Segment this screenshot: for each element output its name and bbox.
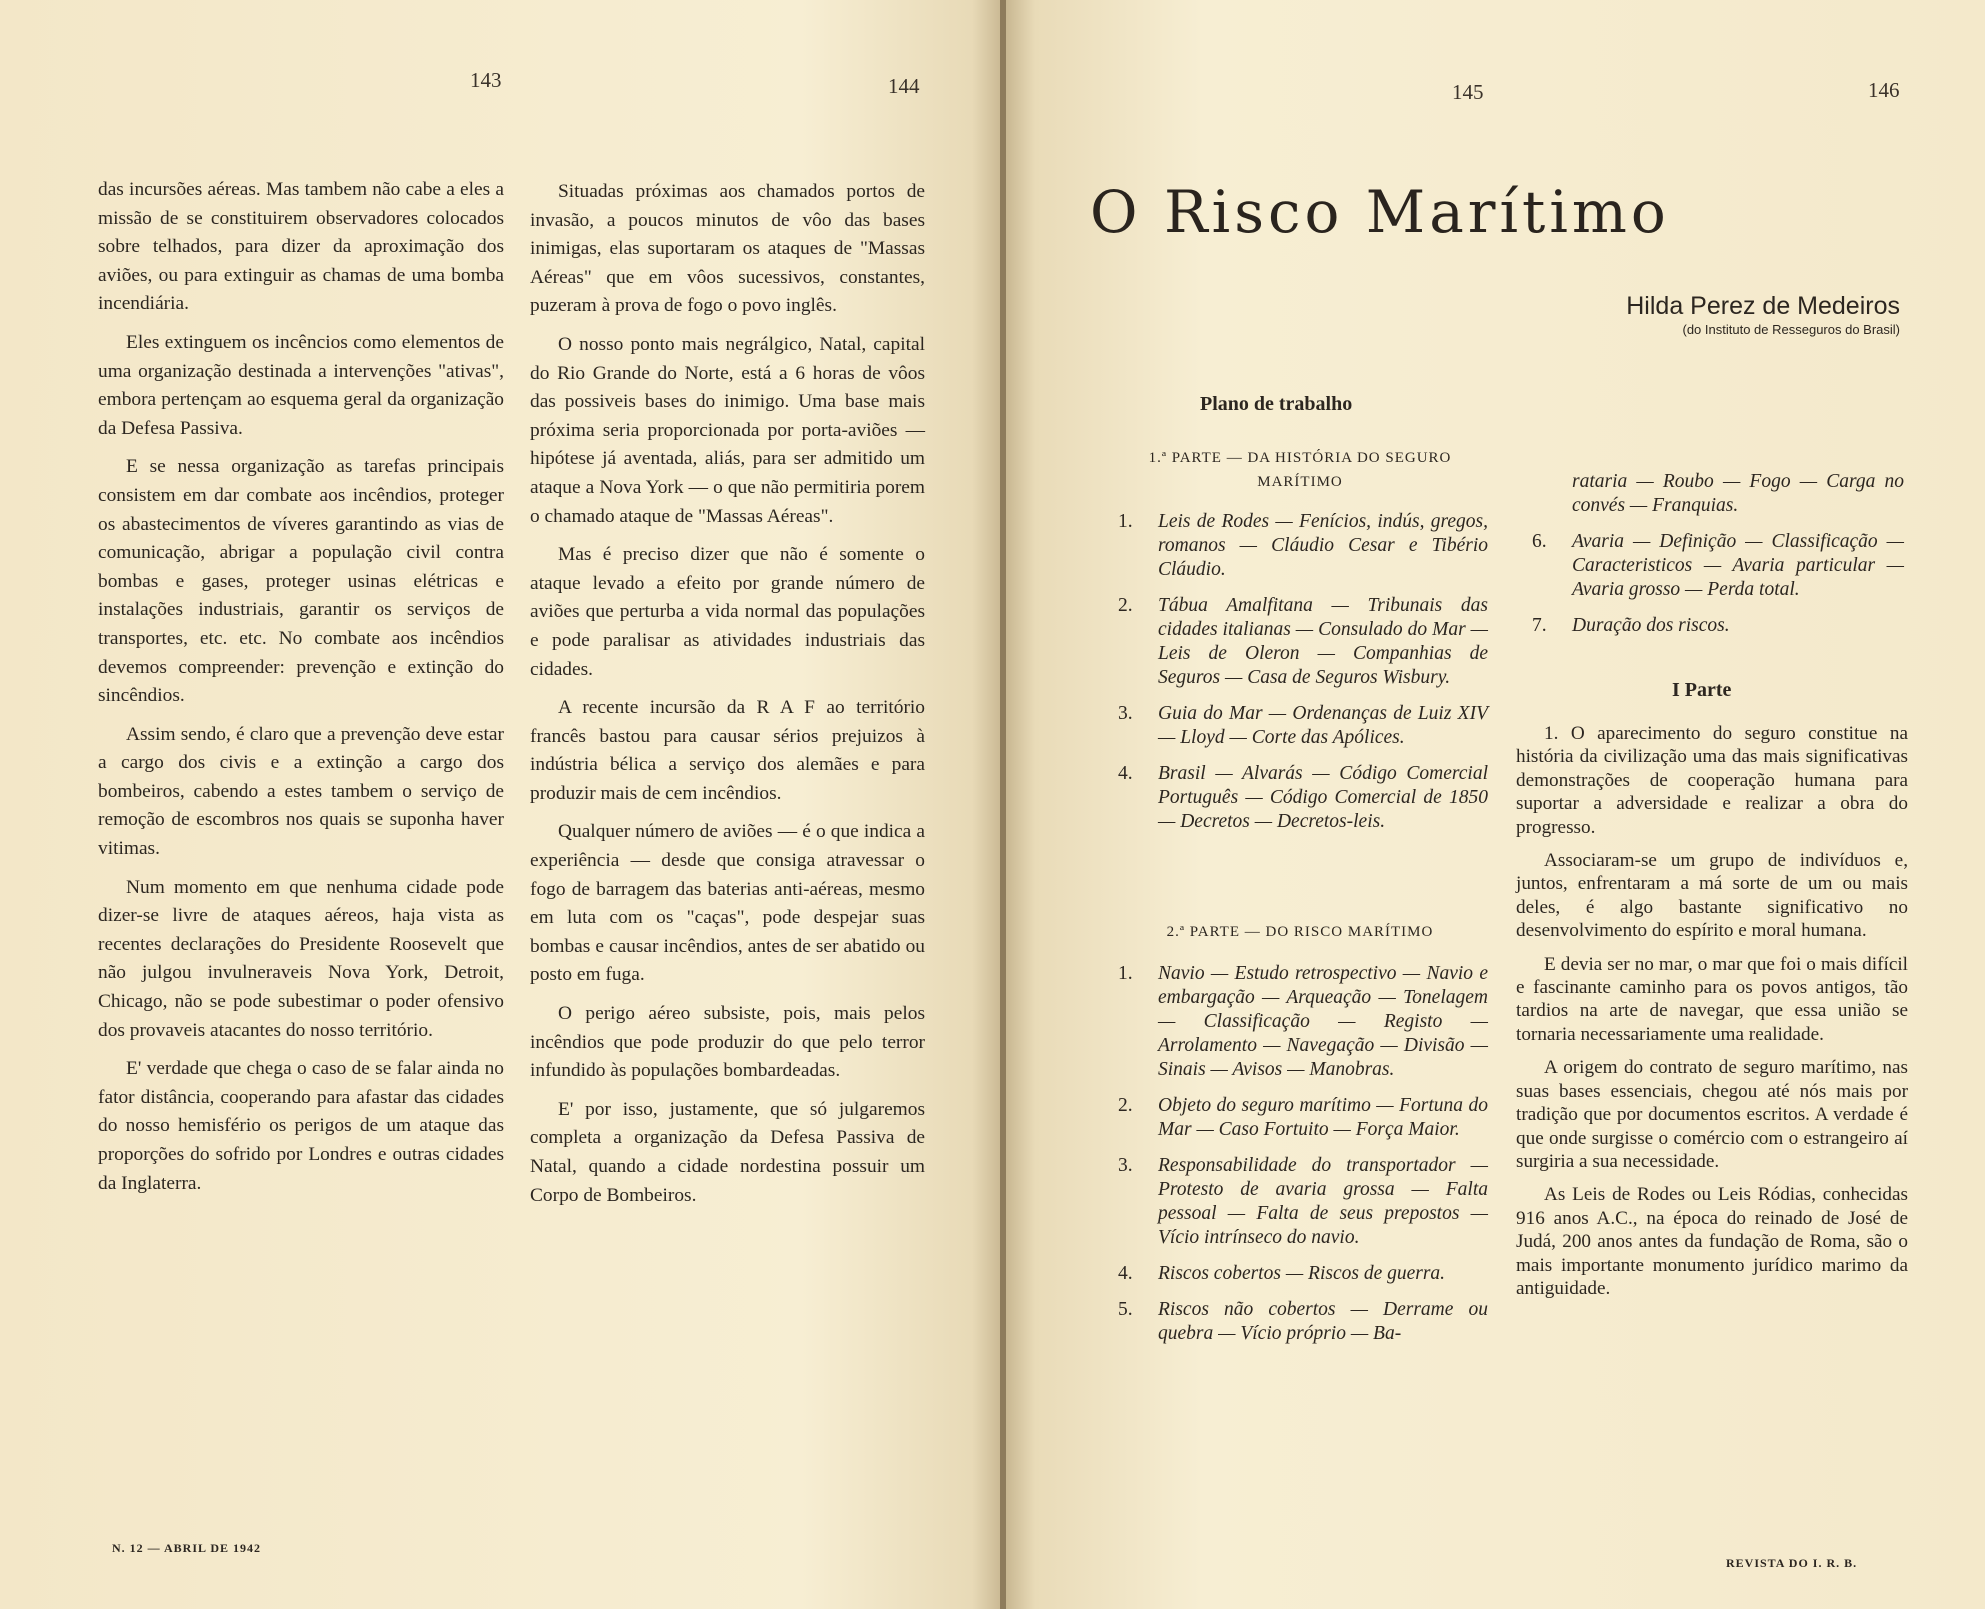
list-item	[1118, 762, 1488, 834]
paragraph: Assim sendo, é claro que a prevenção deve estar a cargo dos civis e a extinção a cargo dos bombeiros, cabendo a estes tambem o serviço de remoção de escombros nos quais se suponha haver vitimas.	[98, 723, 504, 860]
item-number: 4.	[1118, 1263, 1133, 1284]
item-text: Objeto do seguro marítimo — Fortuna do Mar — Caso Fortuito — Força Maior.	[1158, 1095, 1488, 1140]
list-item	[1118, 1154, 1488, 1250]
page-144-text	[530, 178, 925, 1220]
page-143-text	[98, 176, 504, 1208]
paragraph: Situadas próximas aos chamados portos de invasão, a poucos minutos de vôo das bases inimigas, elas suportaram os ataques de "Massas Aéreas" que em vôos sucessivos, constantes, puzeram à prova de fogo o povo inglês.	[530, 181, 925, 317]
paragraph: Num momento em que nenhuma cidade pode dizer-se livre de ataques aéreos, haja vista as recentes declarações do Presidente Roosevelt que não julgou invulneraveis Nova York, Detroit, Chicago, não se pode subestimar o poder ofensivo dos provaveis atacantes do nosso território.	[98, 876, 504, 1041]
item-number: 3.	[1118, 1155, 1133, 1176]
item-text: Leis de Rodes — Fenícios, indús, gregos, romanos — Cláudio Cesar e Tibério Cláudio.	[1158, 511, 1488, 580]
item-number: 5.	[1118, 1299, 1133, 1320]
item-number: 1.	[1118, 963, 1133, 984]
paragraph: Qualquer número de aviões — é o que indica a experiência — desde que consiga atravessar o fogo de barragem das baterias anti-aéreas, mesmo em luta com os "caças", pode despejar suas bombas e causar incêndios, antes de ser abatido ou posto em fuga.	[530, 821, 925, 986]
item-text: Brasil — Alvarás — Código Comercial Português — Código Comercial de 1850 — Decretos — Decretos-leis.	[1158, 763, 1488, 832]
item-text: Navio — Estudo retrospectivo — Navio e embargação — Arqueação — Tonelagem — Classificação — Registo — Arrolamento — Navegação — Divisão — Sinais — Avisos — Manobras.	[1158, 963, 1488, 1080]
paragraph: O nosso ponto mais negrálgico, Natal, capital do Rio Grande do Norte, está a 6 horas de vôos das possiveis bases do inimigo. Uma base mais próxima seria proporcionada por porta-aviões — hipótese já aventada, aliás, para ser admitido um ataque a Nova York — o que não permitiria porem o chamado ataque de "Massas Aéreas".	[530, 333, 925, 527]
paragraph: Mas é preciso dizer que não é somente o ataque levado a efeito por grande número de aviões que perturba a vida normal das populações e pode paralisar as atividades industriais das cidades.	[530, 544, 925, 680]
item-number: 6.	[1532, 531, 1547, 552]
paragraph: E devia ser no mar, o mar que foi o mais difícil e fascinante caminho para os povos antigos, tão tardios na arte de navegar, que essa união se tornaria necessariamente uma realidade.	[1516, 953, 1908, 1045]
list-item-continuation	[1532, 470, 1904, 518]
article-author: Hilda Perez de Medeiros	[1626, 292, 1900, 320]
part-2-heading: 2.ª PARTE — DO RISCO MARÍTIMO	[1166, 924, 1434, 940]
paragraph: E' por isso, justamente, que só julgaremos completa a organização da Defesa Passiva de Natal, quando a cidade nordestina possuir um Corpo de Bombeiros.	[530, 1098, 925, 1206]
item-text: Guia do Mar — Ordenanças de Luiz XIV — Lloyd — Corte das Apólices.	[1158, 703, 1488, 748]
page-number-145: 145	[1452, 80, 1484, 104]
item-text: Responsabilidade do transportador — Protesto de avaria grossa — Falta pessoal — Falta de seus prepostos — Vício intrínseco do navio.	[1158, 1155, 1488, 1248]
list-item	[1118, 594, 1488, 690]
part-1-list	[1118, 510, 1488, 846]
paragraph: A origem do contrato de seguro marítimo, nas suas bases essenciais, chegou até nós mais por tradição que por documentos escritos. A verdade é que onde surgisse o comércio com o estrangeiro aí surgiria a sua necessidade.	[1516, 1057, 1908, 1172]
item-number: 2.	[1118, 1095, 1133, 1116]
paragraph: das incursões aéreas. Mas tambem não cabe a eles a missão de se constituirem observadores colocados sobre telhados, para dizer da aproximação dos aviões, ou para extinguir as chamas de uma bomba incendiária.	[98, 179, 504, 315]
plan-title: Plano de trabalho	[1200, 393, 1353, 415]
list-item	[1118, 1262, 1488, 1286]
paragraph: 1. O aparecimento do seguro constitue na história da civilização uma das mais significativas demonstrações de cooperação humana para suportar a adversidade e realizar a obra do progresso.	[1516, 723, 1908, 838]
paragraph: As Leis de Rodes ou Leis Ródias, conhecidas 916 anos A.C., na época do reinado de José de Judá, 200 anos antes da fundação de Roma, são o mais importante monumento jurídico marimo da antiguidade.	[1516, 1184, 1908, 1299]
item-text: Riscos cobertos — Riscos de guerra.	[1158, 1263, 1446, 1284]
part-2-list-continued	[1532, 470, 1904, 650]
item-number: 7.	[1532, 615, 1547, 636]
paragraph: E se nessa organização as tarefas principais consistem em dar combate aos incêndios, proteger os abastecimentos de víveres garantindo as vias de comunicação, abrigar a população civil contra bombas e gases, proteger usinas elétricas e instalações industriais, garantir os serviços de transportes, etc. etc. No combate aos incêndios devemos compreender: prevenção e extinção do sincêndios.	[98, 456, 504, 707]
page-number-144: 144	[888, 74, 920, 98]
part-1-heading: 1.ª PARTE — DA HISTÓRIA DO SEGURO MARÍTIMO	[1148, 450, 1452, 490]
section-title: I Parte	[1672, 679, 1732, 701]
list-item	[1532, 530, 1904, 602]
footer-journal: REVISTA DO I. R. B.	[1726, 1556, 1858, 1570]
section-body	[1516, 722, 1908, 1310]
list-item	[1118, 962, 1488, 1082]
list-item	[1118, 1094, 1488, 1142]
item-text: Tábua Amalfitana — Tribunais das cidades italianas — Consulado do Mar — Leis de Oleron — Companhias de Seguros — Casa de Seguros Wisbury.	[1158, 595, 1488, 688]
author-affiliation: (do Instituto de Resseguros do Brasil)	[1682, 322, 1900, 337]
item-number: 2.	[1118, 595, 1133, 616]
item-text: Riscos não cobertos — Derrame ou quebra — Vício próprio — Ba-	[1158, 1299, 1488, 1344]
list-item	[1118, 1298, 1488, 1346]
item-text: rataria — Roubo — Fogo — Carga no convés — Franquias.	[1572, 471, 1904, 516]
list-item	[1118, 702, 1488, 750]
paragraph: A recente incursão da R A F ao território francês bastou para causar sérios prejuizos à indústria bélica a serviço dos alemães e para produzir mais de cem incêndios.	[530, 697, 925, 804]
item-number: 1.	[1118, 511, 1133, 532]
paragraph: Eles extinguem os incêncios como elementos de uma organização destinada a intervenções "ativas", embora pertençam ao esquema geral da organização da Defesa Passiva.	[98, 331, 504, 439]
list-item	[1118, 510, 1488, 582]
page-number-143: 143	[470, 68, 502, 92]
part-2-list	[1118, 962, 1488, 1358]
item-number: 4.	[1118, 763, 1133, 784]
paragraph: O perigo aéreo subsiste, pois, mais pelos incêndios que pode produzir do que pelo terror infundido às populações bombardeadas.	[530, 1003, 925, 1082]
item-text: Duração dos riscos.	[1572, 615, 1730, 636]
paragraph: Associaram-se um grupo de indivíduos e, juntos, enfrentaram a má sorte de um ou mais deles, é algo bastante significativo no desenvolvimento do espírito e moral humana.	[1516, 850, 1908, 942]
item-text: Avaria — Definição — Classificação — Caracteristicos — Avaria particular — Avaria grosso — Perda total.	[1572, 531, 1904, 600]
list-item	[1532, 614, 1904, 638]
page-number-146: 146	[1868, 78, 1900, 102]
footer-issue: N. 12 — ABRIL DE 1942	[112, 1541, 262, 1555]
paragraph: E' verdade que chega o caso de se falar ainda no fator distância, cooperando para afastar das cidades do nosso hemisfério os perigos de um ataque das proporções do sofrido por Londres e outras cidades da Inglaterra.	[98, 1058, 504, 1194]
item-number: 3.	[1118, 703, 1133, 724]
article-title: O Risco Marítimo	[1090, 178, 1670, 246]
